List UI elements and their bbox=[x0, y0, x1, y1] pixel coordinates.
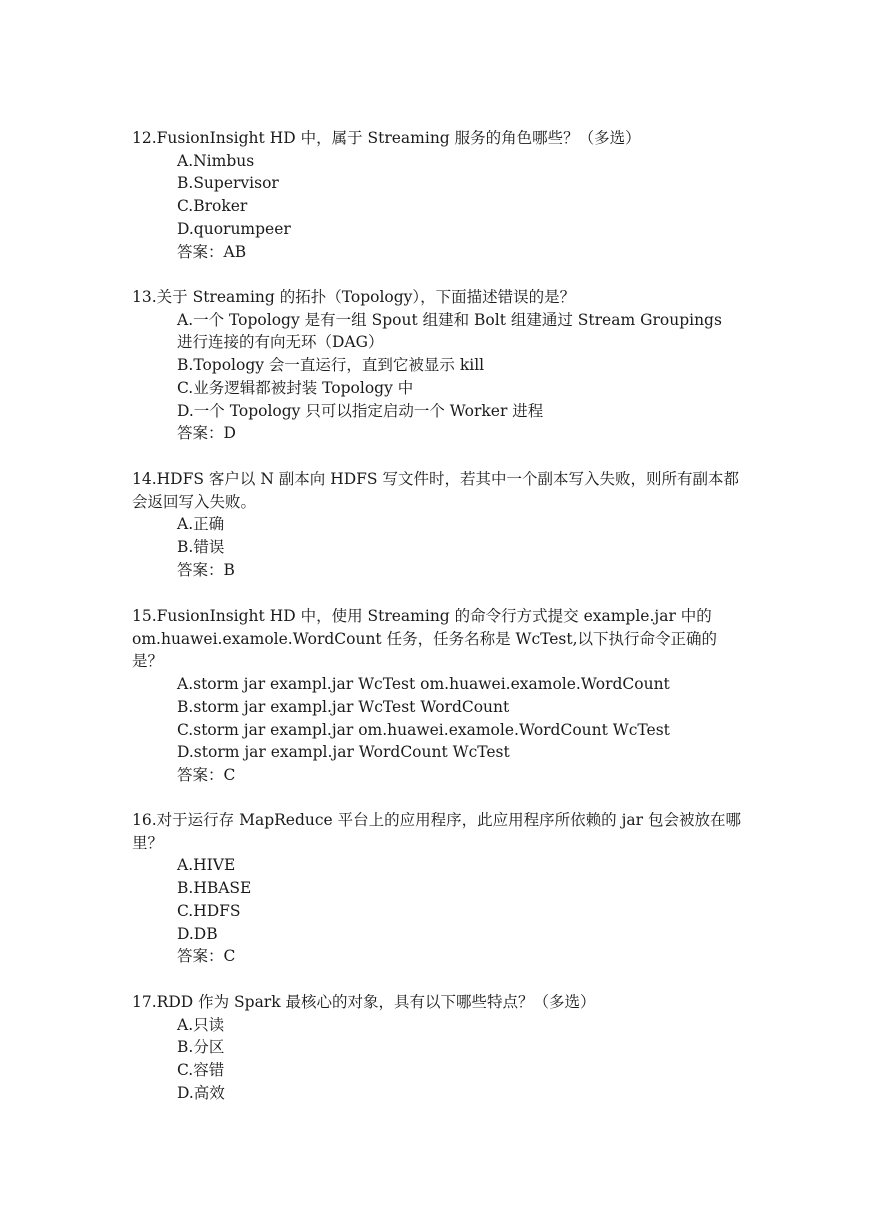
question-12 bbox=[132, 127, 742, 263]
option-b: B.storm jar exampl.jar WcTest WordCount bbox=[177, 697, 510, 716]
option-b: B.HBASE bbox=[177, 879, 252, 898]
option-a: A.HIVE bbox=[177, 856, 236, 875]
option-d: D.quorumpeer bbox=[177, 219, 291, 238]
question-17 bbox=[132, 991, 742, 1105]
option-c: C.业务逻辑都被封装 Topology 中 bbox=[177, 378, 414, 397]
option-a: A.Nimbus bbox=[177, 151, 255, 170]
answer: 答案：C bbox=[177, 947, 236, 966]
question-text: 15.FusionInsight HD 中，使用 Streaming 的命令行方式提交 example.jar 中的 om.huawei.examole.WordCount 任务，任务名称是 WcTest,以下执行命令正确的是？ bbox=[132, 607, 718, 671]
question-15 bbox=[132, 605, 742, 787]
option-d: D.一个 Topology 只可以指定启动一个 Worker 进程 bbox=[177, 401, 544, 420]
option-c: C.storm jar exampl.jar om.huawei.examole.WordCount WcTest bbox=[177, 720, 670, 739]
question-13 bbox=[132, 286, 742, 445]
option-a: A.一个 Topology 是有一组 Spout 组建和 Bolt 组建通过 Stream Groupings 进行连接的有向无环（DAG） bbox=[177, 310, 722, 352]
option-b: B.Supervisor bbox=[177, 174, 279, 193]
answer: 答案：B bbox=[177, 560, 235, 579]
question-16 bbox=[132, 809, 742, 968]
option-b: B.Topology 会一直运行，直到它被显示 kill bbox=[177, 356, 485, 375]
option-d: D.DB bbox=[177, 924, 218, 943]
option-b: B.分区 bbox=[177, 1038, 225, 1057]
question-14 bbox=[132, 468, 742, 582]
question-text: 12.FusionInsight HD 中，属于 Streaming 服务的角色哪些？（多选） bbox=[132, 129, 641, 147]
option-c: C.Broker bbox=[177, 197, 248, 216]
option-a: A.storm jar exampl.jar WcTest om.huawei.examole.WordCount bbox=[177, 675, 670, 694]
answer: 答案：AB bbox=[177, 242, 247, 261]
answer: 答案：D bbox=[177, 424, 236, 443]
option-a: A.只读 bbox=[177, 1015, 225, 1034]
question-text: 17.RDD 作为 Spark 最核心的对象，具有以下哪些特点？（多选） bbox=[132, 993, 596, 1011]
option-b: B.错误 bbox=[177, 538, 225, 557]
option-c: C.容错 bbox=[177, 1061, 225, 1080]
question-text: 13.关于 Streaming 的拓扑（Topology），下面描述错误的是？ bbox=[132, 288, 576, 306]
option-c: C.HDFS bbox=[177, 901, 241, 920]
option-d: D.高效 bbox=[177, 1083, 225, 1102]
option-d: D.storm jar exampl.jar WordCount WcTest bbox=[177, 743, 510, 762]
question-text: 16.对于运行存 MapReduce 平台上的应用程序，此应用程序所依赖的 jar 包会被放在哪里？ bbox=[132, 811, 741, 852]
answer: 答案：C bbox=[177, 765, 236, 784]
question-text: 14.HDFS 客户以 N 副本向 HDFS 写文件时，若其中一个副本写入失败，则所有副本都会返回写入失败。 bbox=[132, 470, 739, 511]
option-a: A.正确 bbox=[177, 515, 225, 534]
